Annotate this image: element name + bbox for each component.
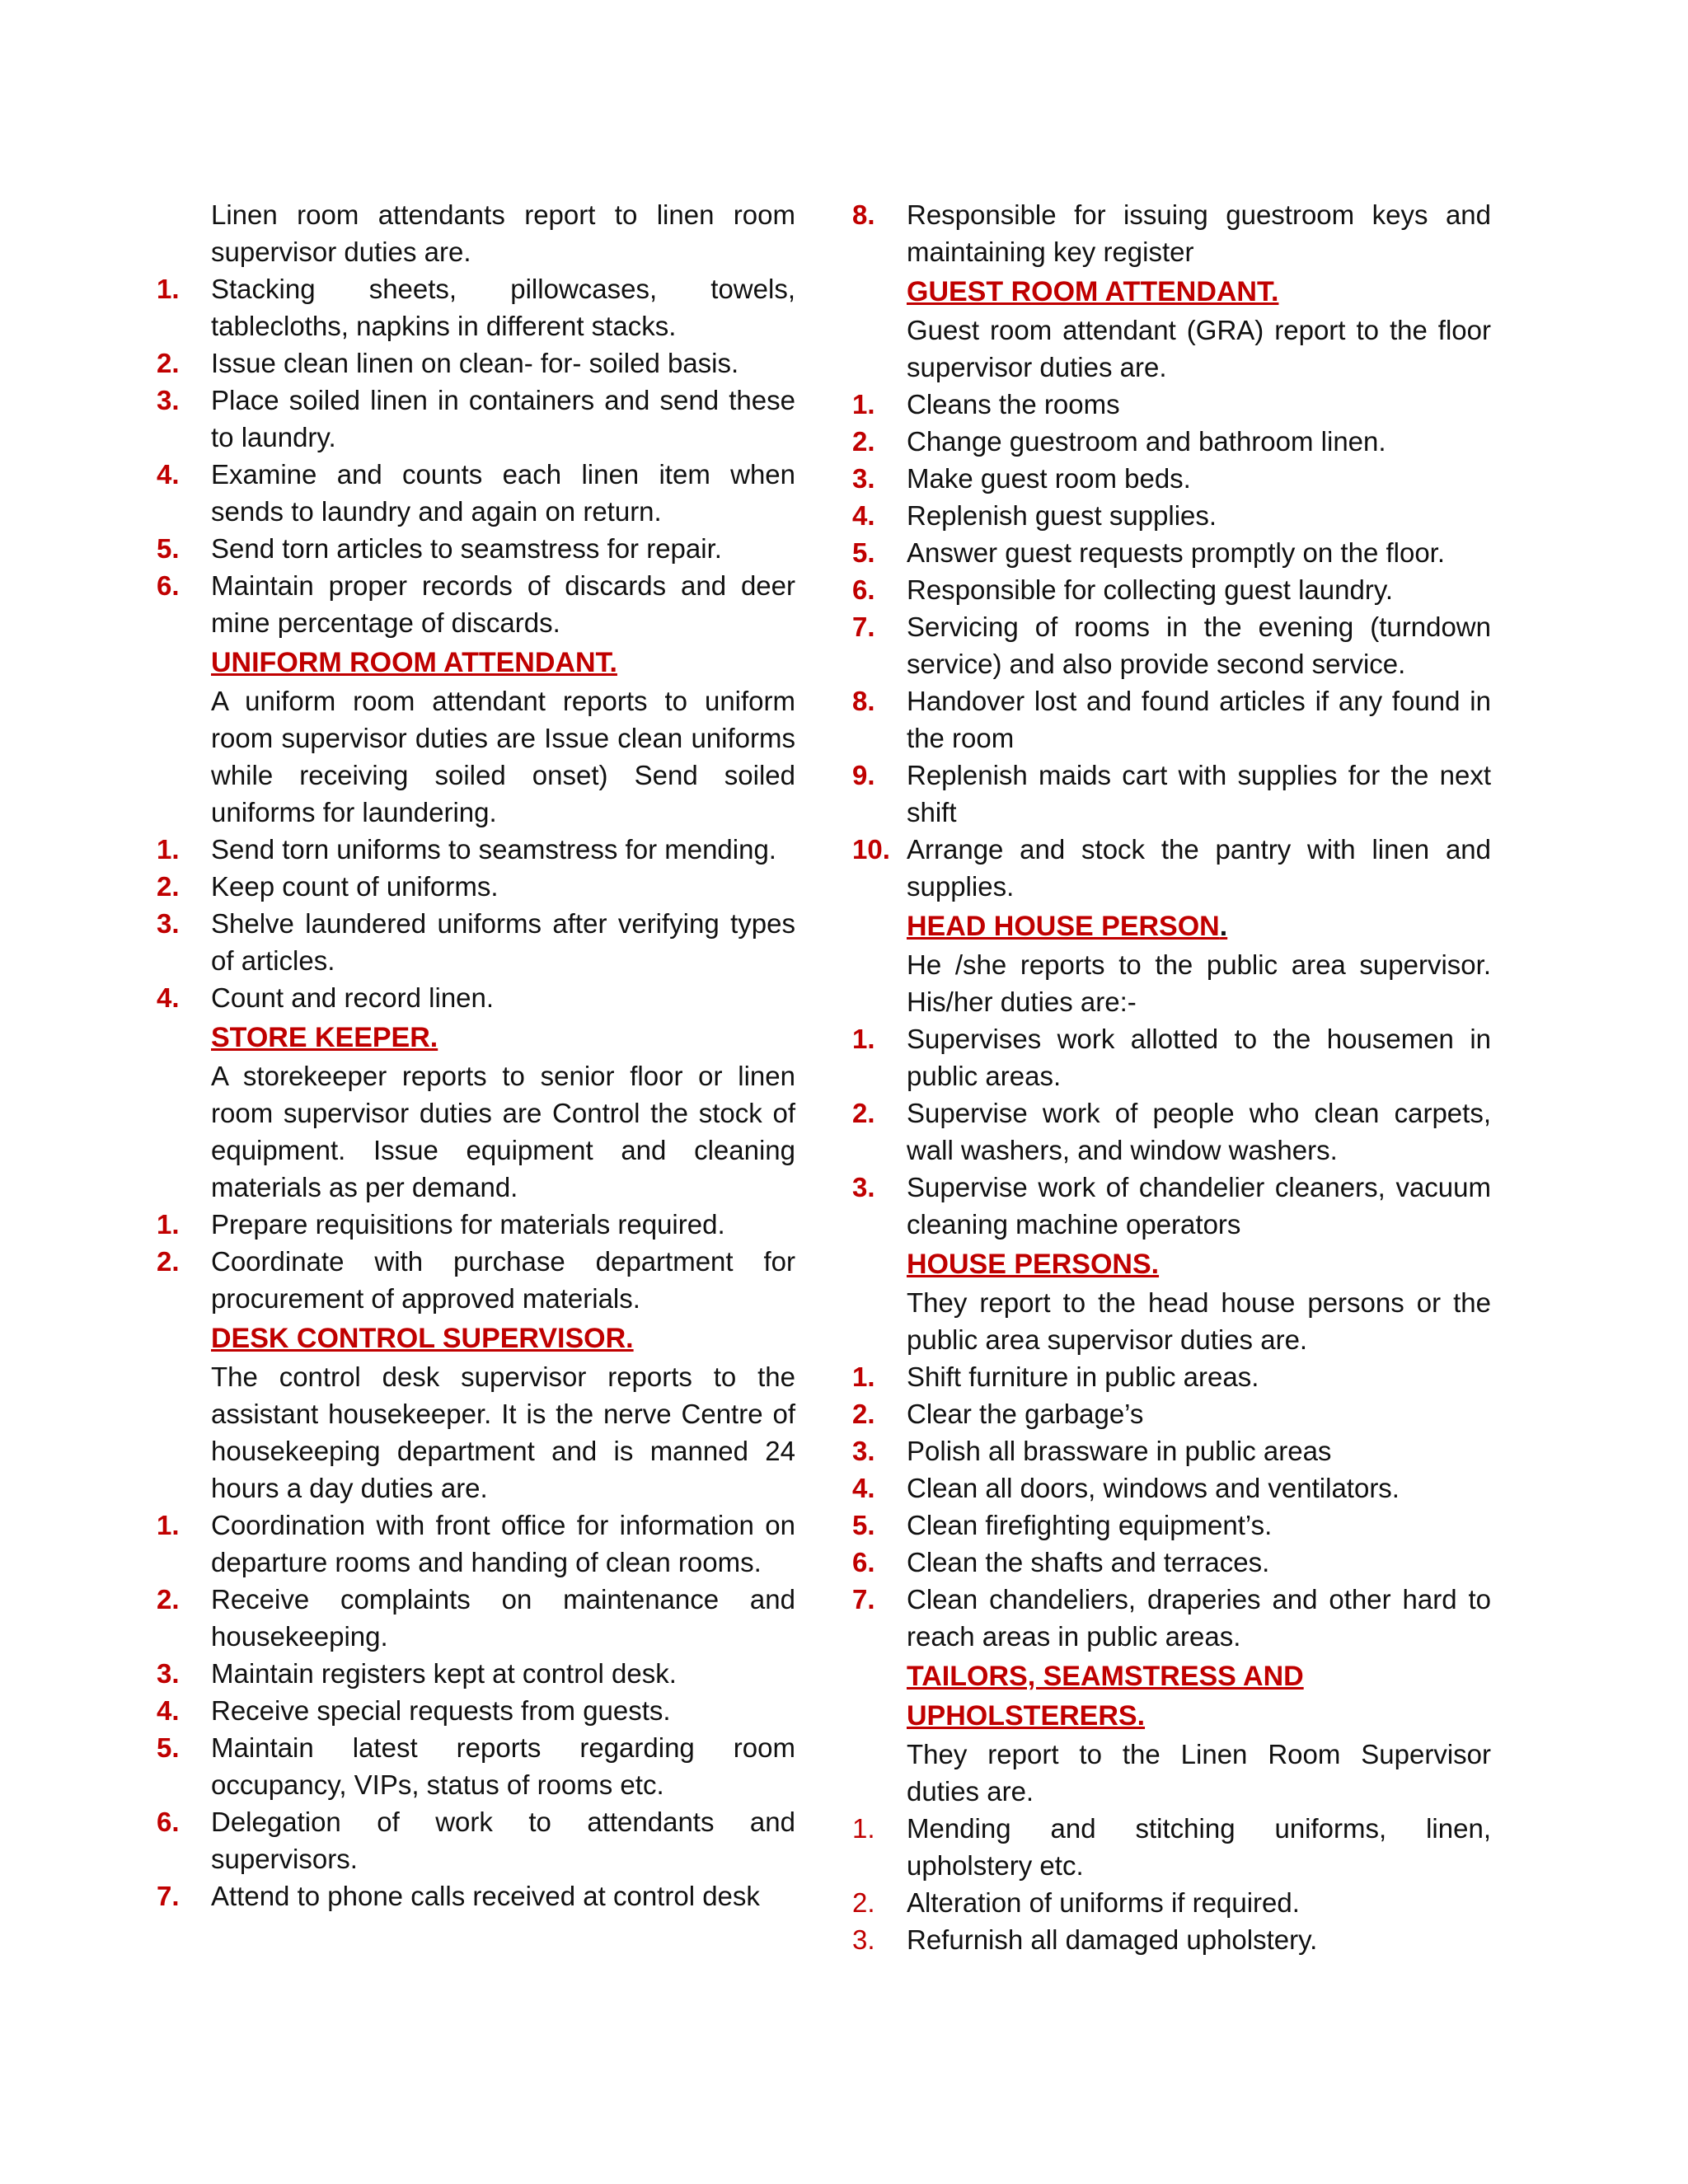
list-item-text: Maintain registers kept at control desk. [211,1658,677,1689]
list-item [852,1469,1491,1507]
list-item-number: 2. [852,426,875,457]
list-item [157,1243,795,1317]
list-item-text: Cleans the rooms [907,389,1120,419]
list-item-text: Shift furniture in public areas. [907,1361,1259,1392]
list-item-text: Maintain latest reports regarding room occupancy, VIPs, status of rooms etc. [211,1732,795,1800]
list-item-text: Replenish guest supplies. [907,500,1217,531]
list-item-number: 2. [852,1098,875,1128]
list-item-text: Clean all doors, windows and ventilators. [907,1473,1400,1503]
list-item-text: Handover lost and found articles if any found in the room [907,686,1491,753]
list-item-text: Place soiled linen in containers and send these to laundry. [211,385,795,452]
list-item [852,1020,1491,1094]
list-item-number: 8. [852,686,875,716]
list-item [157,456,795,530]
list-item [852,460,1491,497]
list-item [157,1507,795,1581]
section-heading-house-persons [852,1244,1491,1284]
list-item [852,534,1491,571]
list-item [852,831,1491,905]
list-item-text: Supervise work of people who clean carpets, wall washers, and window washers. [907,1098,1491,1165]
list-item [157,567,795,641]
list-item-number: 1. [157,834,180,865]
list-item [852,1432,1491,1469]
list-item-text: Supervises work allotted to the housemen in public areas. [907,1024,1491,1091]
list-item [157,344,795,382]
list-item-number: 2. [852,1399,875,1429]
list-item [157,1803,795,1877]
list-item-number: 1. [157,1510,180,1540]
list-item-text: Receive complaints on maintenance and housekeeping. [211,1584,795,1652]
list-item-number: 8. [852,199,875,230]
list-item-number: 2. [157,348,180,378]
paragraph: Guest room attendant (GRA) report to the floor supervisor duties are. [907,315,1491,382]
list-item-text: Shelve laundered uniforms after verifying types of articles. [211,908,795,976]
list-item-number: 3. [852,463,875,494]
list-item-text: Mending and stitching uniforms, linen, upholstery etc. [907,1813,1491,1881]
list-item-text: Replenish maids cart with supplies for the next shift [907,760,1491,827]
list-item-text: Delegation of work to attendants and supervisors. [211,1807,795,1874]
list-item-text: Servicing of rooms in the evening (turndown service) and also provide second service. [907,612,1491,679]
section-heading-text: HOUSE PERSONS. [907,1249,1160,1280]
section-heading-text: TAILORS, SEAMSTRESS AND UPHOLSTERERS. [907,1661,1304,1732]
list-item-number: 3. [157,908,180,939]
list-item-text: Maintain proper records of discards and deer mine percentage of discards. [211,570,795,638]
list-item-number: 1. [852,1024,875,1054]
list-item-text: Change guestroom and bathroom linen. [907,426,1386,457]
section-heading-suffix: . [1219,911,1228,942]
list-item-text: Examine and counts each linen item when sends to laundry and again on return. [211,459,795,527]
list-item [157,1692,795,1729]
paragraph: Linen room attendants report to linen room supervisor duties are. [211,199,795,267]
section-heading-store-keeper [157,1018,795,1057]
list-item-number: 5. [852,1510,875,1540]
list-item-number: 4. [852,500,875,531]
list-item-number: 1. [157,1209,180,1240]
list-item-number: 2. [157,1246,180,1277]
list-item [852,1921,1491,1958]
list-item-text: Issue clean linen on clean- for- soiled basis. [211,348,739,378]
list-item-number: 2. [852,1887,875,1918]
list-item-text: Refurnish all damaged upholstery. [907,1924,1318,1955]
list-item-text: Coordination with front office for information on departure rooms and handing of clean rooms. [211,1510,795,1577]
list-item-number: 5. [157,533,180,564]
section-heading-uniform-room-attendant [157,643,795,682]
paragraph: They report to the head house persons or the public area supervisor duties are. [907,1287,1491,1355]
list-item-text: Prepare requisitions for materials required. [211,1209,725,1240]
list-item-number: 6. [157,570,180,601]
list-item-text: Make guest room beds. [907,463,1191,494]
list-item-number: 1. [852,1813,875,1844]
list-item [852,757,1491,831]
list-item-number: 6. [852,574,875,605]
section-heading-text: DESK CONTROL SUPERVISOR. [211,1323,634,1354]
list-item [852,1358,1491,1395]
section-heading-text: UNIFORM ROOM ATTENDANT. [211,647,617,678]
section-heading-desk-control-supervisor [157,1319,795,1358]
list-item [157,831,795,868]
list-item-text: Clean the shafts and terraces. [907,1547,1270,1577]
list-item [852,386,1491,423]
list-item-number: 6. [852,1547,875,1577]
section-heading-guest-room-attendant [852,272,1491,312]
list-item [157,1729,795,1803]
list-item-number: 7. [852,612,875,642]
list-item [852,1884,1491,1921]
list-item-text: Clean chandeliers, draperies and other hard to reach areas in public areas. [907,1584,1491,1652]
right-column [852,196,1491,1958]
list-item-text: Clean firefighting equipment’s. [907,1510,1273,1540]
list-item-text: Receive special requests from guests. [211,1695,671,1726]
list-item-number: 1. [852,389,875,419]
list-item [852,1507,1491,1544]
list-item-text: Alteration of uniforms if required. [907,1887,1300,1918]
section-heading-head-house-person [852,907,1491,946]
section-heading-text: GUEST ROOM ATTENDANT. [907,276,1279,307]
paragraph: He /she reports to the public area supervisor. His/her duties are:- [907,949,1491,1017]
list-item [157,905,795,979]
list-item-text: Coordinate with purchase department for procurement of approved materials. [211,1246,795,1314]
list-item-number: 9. [852,760,875,790]
list-item [852,196,1491,270]
list-item [852,1581,1491,1655]
list-item-text: Polish all brassware in public areas [907,1436,1332,1466]
list-item [157,979,795,1016]
list-item [852,1544,1491,1581]
list-item [852,1395,1491,1432]
paragraph: The control desk supervisor reports to the assistant housekeeper. It is the nerve Centre of housekeeping department and is manned 24 hours a day duties are. [211,1361,795,1503]
paragraph: They report to the Linen Room Supervisor duties are. [907,1739,1491,1807]
list-item-text: Answer guest requests promptly on the floor. [907,537,1446,568]
section-heading-text: HEAD HOUSE PERSON [907,911,1220,942]
list-item-text: Responsible for issuing guestroom keys and maintaining key register [907,199,1491,267]
list-item-text: Send torn uniforms to seamstress for mending. [211,834,776,865]
paragraph: A uniform room attendant reports to uniform room supervisor duties are Issue clean uniforms while receiving soiled onset) Send soiled uniforms for laundering. [211,686,795,827]
list-item-number: 4. [157,459,180,490]
list-item-number: 2. [157,871,180,902]
list-item [852,1094,1491,1169]
list-item [852,682,1491,757]
list-item [157,1581,795,1655]
list-item [157,382,795,456]
list-item-number: 1. [157,274,180,304]
list-item-text: Supervise work of chandelier cleaners, vacuum cleaning machine operators [907,1172,1491,1240]
list-item-number: 10. [852,834,890,865]
list-item-number: 7. [852,1584,875,1615]
list-item [852,1810,1491,1884]
list-item-number: 5. [157,1732,180,1763]
list-item-number: 4. [157,1695,180,1726]
list-item [157,270,795,344]
list-item-text: Arrange and stock the pantry with linen and supplies. [907,834,1491,902]
list-item [157,868,795,905]
list-item-number: 4. [157,982,180,1013]
list-item-text: Responsible for collecting guest laundry. [907,574,1394,605]
left-column [157,196,795,1915]
list-item-number: 5. [852,537,875,568]
paragraph: A storekeeper reports to senior floor or linen room supervisor duties are Control the stock of equipment. Issue equipment and cleaning materials as per demand. [211,1061,795,1202]
list-item [157,1655,795,1692]
list-item-text: Keep count of uniforms. [211,871,499,902]
list-item-text: Stacking sheets, pillowcases, towels, tablecloths, napkins in different stacks. [211,274,795,341]
list-item-number: 1. [852,1361,875,1392]
list-item-text: Attend to phone calls received at control desk [211,1881,760,1911]
list-item-number: 3. [852,1172,875,1202]
list-item-number: 3. [157,1658,180,1689]
list-item-number: 4. [852,1473,875,1503]
list-item-text: Clear the garbage’s [907,1399,1144,1429]
list-item-number: 2. [157,1584,180,1615]
list-item [157,1206,795,1243]
list-item-number: 3. [852,1436,875,1466]
list-item [852,497,1491,534]
list-item [852,1169,1491,1243]
section-heading-text: STORE KEEPER. [211,1022,438,1053]
list-item [157,530,795,567]
section-heading-tailors-seamstress-and-upholsterers [852,1657,1491,1736]
list-item-text: Send torn articles to seamstress for repair. [211,533,722,564]
list-item-number: 3. [852,1924,875,1955]
list-item-text: Count and record linen. [211,982,495,1013]
list-item-number: 6. [157,1807,180,1837]
list-item [852,608,1491,682]
list-item-number: 3. [157,385,180,415]
list-item-number: 7. [157,1881,180,1911]
list-item [157,1877,795,1915]
list-item [852,423,1491,460]
list-item [852,571,1491,608]
